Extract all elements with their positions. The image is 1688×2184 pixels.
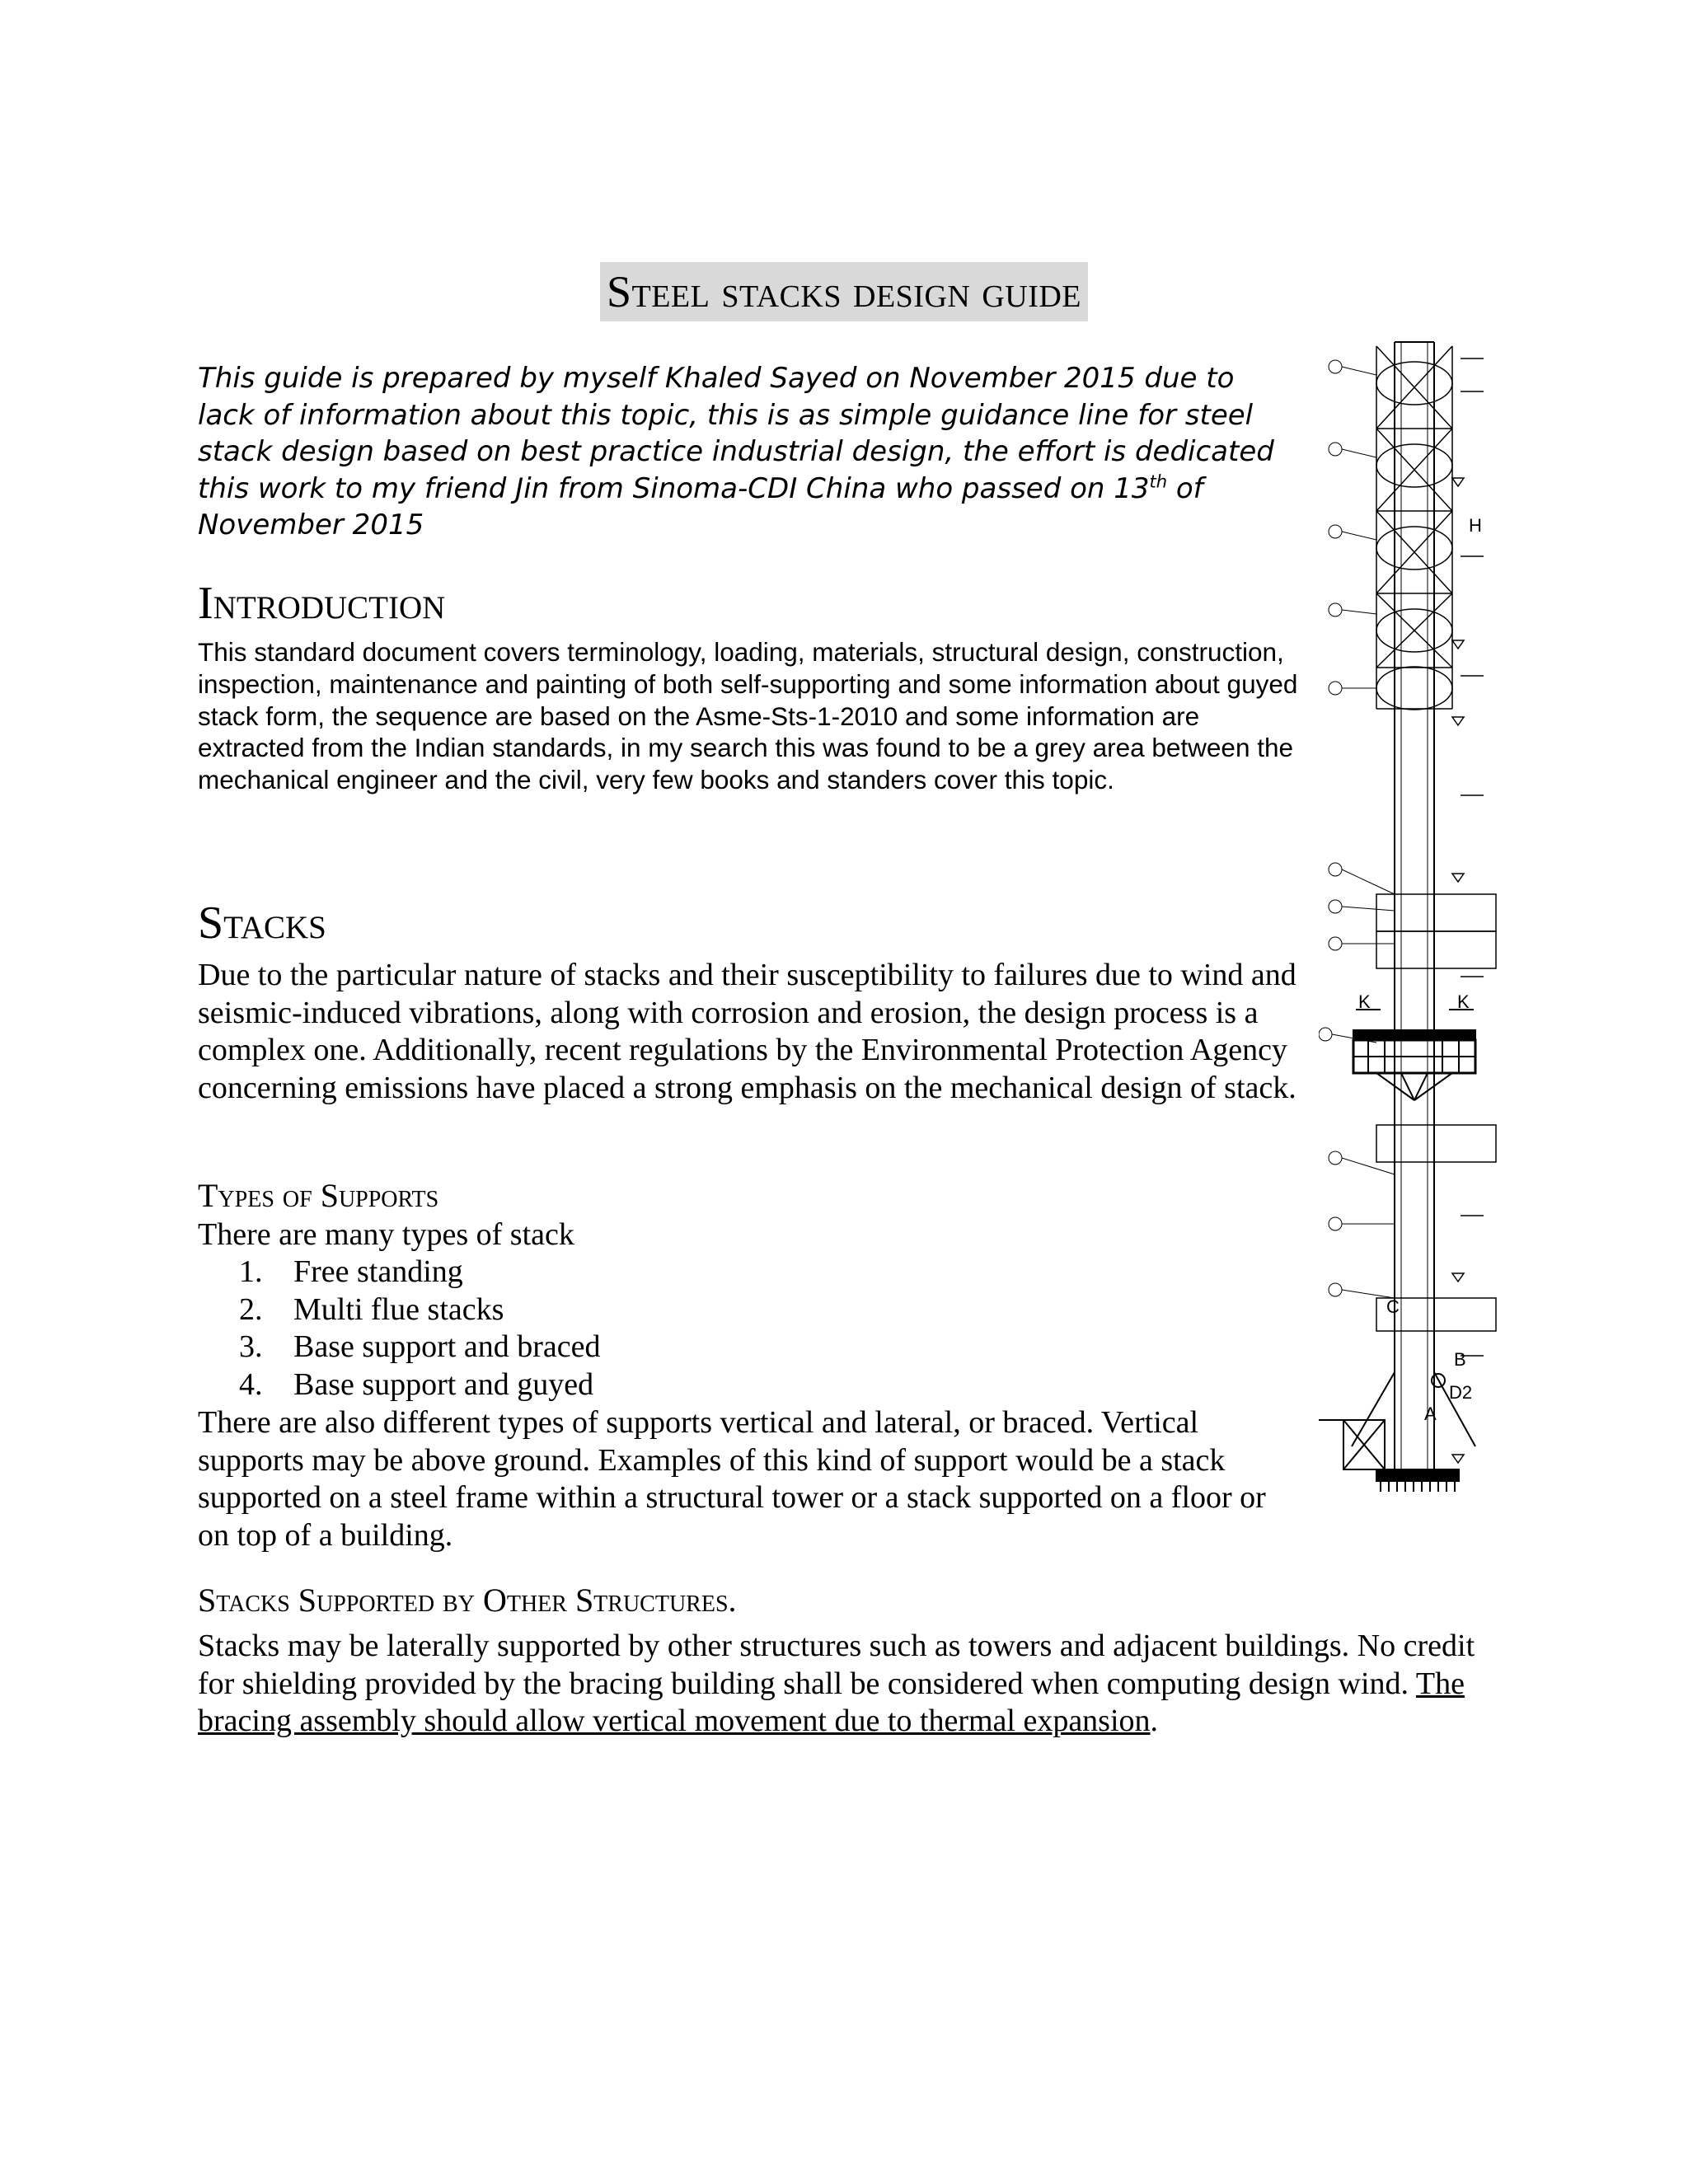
intro-note-sup: th <box>1149 471 1168 492</box>
label-k-right: K <box>1457 991 1470 1012</box>
label-c: C <box>1386 1296 1400 1317</box>
intro-note <box>198 360 1294 544</box>
stacks-heading: Stacks <box>198 898 326 949</box>
label-d2: D2 <box>1449 1382 1473 1403</box>
list-item: 3. Base support and braced <box>239 1329 601 1364</box>
introduction-body: This standard document covers terminology, loading, materials, structural design, construction, inspection, maintenance and painting of both self-supporting and some information about guyed stack form, the sequence are based on the Asme-Sts-1-2010 and some information are extracted from the Indian standards, in my search this was found to be a grey area between the mechanical engineer and the civil, very few books and standers cover this topic. <box>198 637 1298 795</box>
label-a: A <box>1424 1404 1437 1424</box>
label-k-left: K <box>1358 991 1371 1012</box>
stack-types-list <box>239 1254 601 1404</box>
stacks-supported-body: Stacks may be laterally supported by other structures such as towers and adjacent buildings. No credit for shielding provided by the bracing building shall be considered when computing design wind. The bracing assembly should allow vertical movement due to thermal expansion. <box>198 1629 1475 1738</box>
introduction-heading: Introduction <box>198 578 446 629</box>
types-of-supports-heading: Types of Supports <box>198 1177 439 1214</box>
underlined-statement: The bracing assembly should allow vertical movement due to thermal expansion <box>198 1666 1465 1738</box>
title-wrap <box>0 262 1688 321</box>
list-item: 2. Multi flue stacks <box>239 1291 504 1327</box>
stack-drawing <box>1319 334 1500 1504</box>
label-b: B <box>1454 1349 1466 1370</box>
document-title: Steel stacks design guide <box>600 262 1088 321</box>
intro-note-end: of November 2015 <box>198 471 1203 541</box>
stacks-body: Due to the particular nature of stacks and their susceptibility to failures due to wind and seismic-induced vibrations, along with corrosion and erosion, the design process is a complex one. Additionally, recent regulations by the Environmental Protection Agency concerning emissions have placed a strong emphasis on the mechanical design of stack. <box>198 958 1296 1105</box>
types-lead: There are many types of stack <box>198 1217 574 1252</box>
supports-body: There are also different types of supports vertical and lateral, or braced. Vertical supports may be above ground. Examples of this kind of support would be a stack supported on a steel frame within a structural tower or a stack supported on a floor or on top of a building. <box>198 1405 1266 1553</box>
stacks-supported-heading: Stacks Supported by Other Structures. <box>198 1582 737 1619</box>
list-item: 4. Base support and guyed <box>239 1366 594 1402</box>
label-h: H <box>1469 515 1482 536</box>
intro-note-text: This guide is prepared by myself Khaled Sayed on November 2015 due to lack of information about this topic, this is as simple guidance line for steel stack design based on best practice industrial design, the effort is dedicated this work to my friend Jin from Sinoma-CDI China who passed on 13 <box>198 362 1274 505</box>
list-item: 1. Free standing <box>239 1254 463 1289</box>
